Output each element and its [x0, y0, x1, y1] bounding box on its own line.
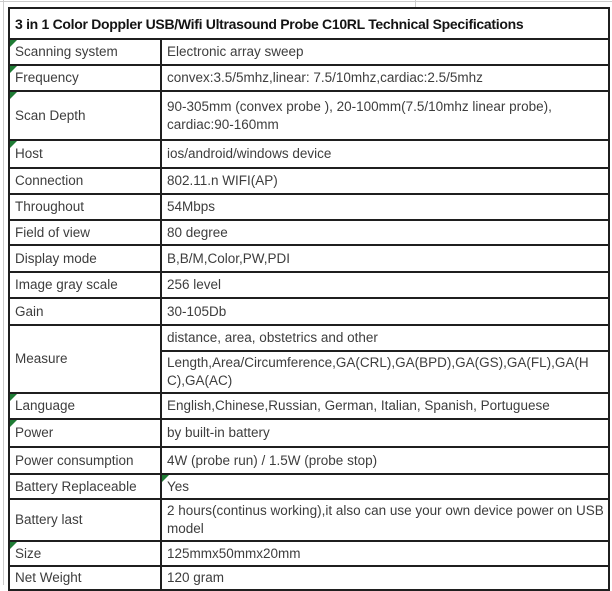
spec-label-cell: Field of view [9, 220, 161, 245]
table-row [9, 474, 609, 499]
spec-value-cell: 2 hours(continus working),it also can use your own device power on USB model [161, 499, 609, 541]
table-row [9, 393, 609, 419]
table-row [9, 65, 609, 91]
spec-value-cell: 802.11.n WIFI(AP) [161, 168, 609, 194]
spec-label-cell: Scanning system [9, 39, 161, 65]
table-row [9, 566, 609, 590]
spec-label-cell: Throughout [9, 194, 161, 220]
spec-label-cell: Net Weight [9, 566, 161, 590]
table-row-measure-1 [9, 325, 609, 351]
table-row [9, 168, 609, 194]
page-title: 3 in 1 Color Doppler USB/Wifi Ultrasound Probe C10RL Technical Specifications [9, 8, 609, 39]
spreadsheet-gridline-horizontal [0, 1, 612, 2]
table-row [9, 298, 609, 325]
spec-value-cell: 90-305mm (convex probe ), 20-100mm(7.5/10mhz linear probe), cardiac:90-160mm [161, 91, 609, 140]
table-row [9, 419, 609, 447]
spec-label-cell: Connection [9, 168, 161, 194]
spec-value-cell: Yes [161, 474, 609, 499]
spec-value-cell: 30-105Db [161, 298, 609, 325]
spec-value-cell: 120 gram [161, 566, 609, 590]
spec-label-cell: Frequency [9, 65, 161, 91]
spec-value-cell: 256 level [161, 272, 609, 298]
table-row [9, 91, 609, 140]
spec-value-cell: distance, area, obstetrics and other [161, 325, 609, 351]
spec-value-cell: by built-in battery [161, 419, 609, 447]
spec-label-cell: Language [9, 393, 161, 419]
spec-value-cell: Electronic array sweep [161, 39, 609, 65]
spec-label-cell: Display mode [9, 245, 161, 272]
spec-label-cell: Battery last [9, 499, 161, 541]
spec-label-cell: Measure [9, 325, 161, 393]
spec-label-cell: Scan Depth [9, 91, 161, 140]
spec-value-cell: 80 degree [161, 220, 609, 245]
spec-value-cell: 54Mbps [161, 194, 609, 220]
spec-label-cell: Battery Replaceable [9, 474, 161, 499]
spec-label-cell: Power consumption [9, 447, 161, 474]
spec-label-cell: Power [9, 419, 161, 447]
spec-value-cell: ios/android/windows device [161, 140, 609, 168]
table-row [9, 220, 609, 245]
table-row [9, 140, 609, 168]
spec-value-cell: convex:3.5/5mhz,linear: 7.5/10mhz,cardiac:2.5/5mhz [161, 65, 609, 91]
spec-value-cell: 4W (probe run) / 1.5W (probe stop) [161, 447, 609, 474]
spec-label-cell: Host [9, 140, 161, 168]
spec-value-cell: English,Chinese,Russian, German, Italian, Spanish, Portuguese [161, 393, 609, 419]
table-row [9, 447, 609, 474]
table-row [9, 194, 609, 220]
spec-label-cell: Size [9, 541, 161, 566]
spec-value-cell: Length,Area/Circumference,GA(CRL),GA(BPD),GA(GS),GA(FL),GA(HC),GA(AC) [161, 351, 609, 393]
table-row [9, 39, 609, 65]
table-row [9, 499, 609, 541]
spec-value-cell: B,B/M,Color,PW,PDI [161, 245, 609, 272]
table-row [9, 245, 609, 272]
table-row [9, 272, 609, 298]
spreadsheet-gridline-vertical-left [3, 0, 4, 585]
spec-label-cell: Image gray scale [9, 272, 161, 298]
spec-label-cell: Gain [9, 298, 161, 325]
table-row [9, 541, 609, 566]
spec-value-cell: 125mmx50mmx20mm [161, 541, 609, 566]
table-title-row [9, 8, 609, 39]
spec-table [8, 7, 610, 591]
